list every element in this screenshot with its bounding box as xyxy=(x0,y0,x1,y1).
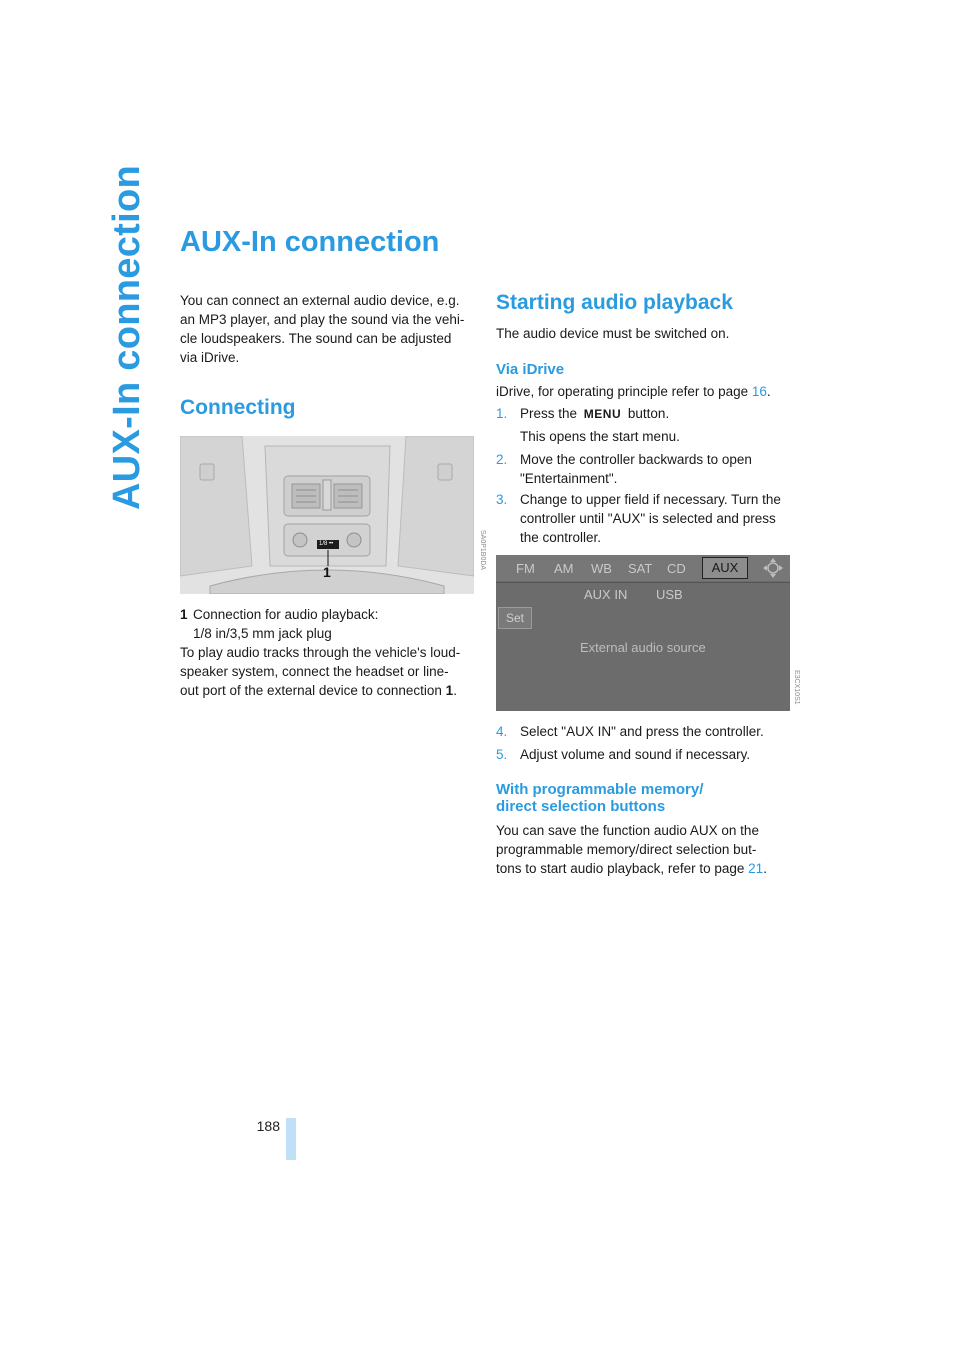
page-title: AUX-In connection xyxy=(180,226,440,258)
callout-1: 1 xyxy=(323,564,331,580)
step-3-text xyxy=(520,490,781,547)
reference-text: iDrive, for operating principle refer to page xyxy=(496,384,752,399)
memory-paragraph xyxy=(496,821,767,878)
step-number: 3. xyxy=(496,492,508,507)
paragraph-line xyxy=(496,859,767,878)
paragraph-text: out port of the external device to connection xyxy=(180,683,446,698)
tab-aux: AUX xyxy=(711,560,739,575)
step-text: Press the xyxy=(520,406,578,421)
tab-cd: CD xyxy=(667,561,686,576)
figure-code: SA0P1B0DA xyxy=(479,530,486,571)
jack-label: 1/8 •• xyxy=(319,541,334,547)
step-number: 2. xyxy=(496,452,508,467)
side-title xyxy=(106,165,156,510)
step-1-text xyxy=(520,404,669,424)
page-link-16[interactable]: 16 xyxy=(751,384,767,399)
connecting-paragraph xyxy=(180,643,460,700)
paragraph-line: speaker system, connect the headset or line- xyxy=(180,664,449,679)
idrive-screen xyxy=(496,555,790,711)
intro-paragraph xyxy=(180,291,464,367)
step-line xyxy=(520,404,669,424)
step-4-text: Select "AUX IN" and press the controller. xyxy=(520,724,764,739)
caption-text xyxy=(193,605,378,643)
step-line: Change to upper field if necessary. Turn the xyxy=(520,492,781,507)
intro-line: You can connect an external audio device, e.g. xyxy=(180,293,460,308)
connecting-heading: Connecting xyxy=(180,396,296,419)
paragraph-text: tons to start audio playback, refer to page xyxy=(496,861,749,876)
connection-ref: 1 xyxy=(445,683,454,698)
subtab-usb: USB xyxy=(656,587,683,602)
set-button xyxy=(498,607,532,629)
subtab-aux-in: AUX IN xyxy=(584,587,628,602)
starting-heading: Starting audio playback xyxy=(496,291,733,314)
starting-intro: The audio device must be switched on. xyxy=(496,326,730,341)
idrive-reference xyxy=(496,382,771,401)
paragraph-line: programmable memory/direct selection but- xyxy=(496,842,757,857)
menu-button-icon: MENU xyxy=(583,407,622,421)
caption-line: Connection for audio playback: xyxy=(193,607,379,622)
tab-divider xyxy=(496,582,790,583)
step-5-text: Adjust volume and sound if necessary. xyxy=(520,747,751,762)
step-number: 4. xyxy=(496,724,508,739)
paragraph-line: You can save the function audio AUX on the xyxy=(496,823,759,838)
controller-direction-icon xyxy=(762,557,784,579)
screen-message: External audio source xyxy=(580,640,706,655)
step-2-text xyxy=(520,450,752,488)
step-number: 5. xyxy=(496,747,508,762)
memory-heading xyxy=(496,781,703,815)
paragraph-line xyxy=(180,681,460,700)
step-line: "Entertainment". xyxy=(520,471,618,486)
set-label: Set xyxy=(505,611,524,625)
caption-line: 1/8 in/3,5 mm jack plug xyxy=(193,626,332,641)
screen-code: E3CX10S1 xyxy=(793,670,800,705)
paragraph-punct: . xyxy=(453,683,457,698)
side-title-text: AUX-In connection xyxy=(106,165,148,510)
tab-sat: SAT xyxy=(628,561,653,576)
tab-fm: FM xyxy=(516,561,535,576)
step-line: Move the controller backwards to open xyxy=(520,452,752,467)
intro-line: via iDrive. xyxy=(180,350,240,365)
reference-punct: . xyxy=(766,384,771,399)
intro-line: cle loudspeakers. The sound can be adjusted xyxy=(180,331,452,346)
step-line: the controller. xyxy=(520,530,602,545)
tab-wb: WB xyxy=(591,561,612,576)
via-idrive-heading: Via iDrive xyxy=(496,361,565,378)
step-number: 1. xyxy=(496,406,508,421)
heading-line: direct selection buttons xyxy=(496,798,666,815)
paragraph-line: To play audio tracks through the vehicle's loud- xyxy=(180,645,461,660)
step-text: button. xyxy=(627,406,670,421)
page-link-21[interactable]: 21 xyxy=(748,861,764,876)
step-line: controller until "AUX" is selected and press xyxy=(520,511,776,526)
tab-am: AM xyxy=(554,561,574,576)
step-1-sub: This opens the start menu. xyxy=(520,429,680,444)
caption-number: 1 xyxy=(180,607,188,622)
page-number: 188 xyxy=(256,1118,280,1134)
tab-aux-selected xyxy=(702,557,748,579)
intro-line: an MP3 player, and play the sound via the vehi- xyxy=(180,312,465,327)
paragraph-punct: . xyxy=(763,861,767,876)
heading-line: With programmable memory/ xyxy=(496,781,704,798)
console-illustration xyxy=(180,436,474,594)
page-number-bar xyxy=(286,1118,296,1160)
